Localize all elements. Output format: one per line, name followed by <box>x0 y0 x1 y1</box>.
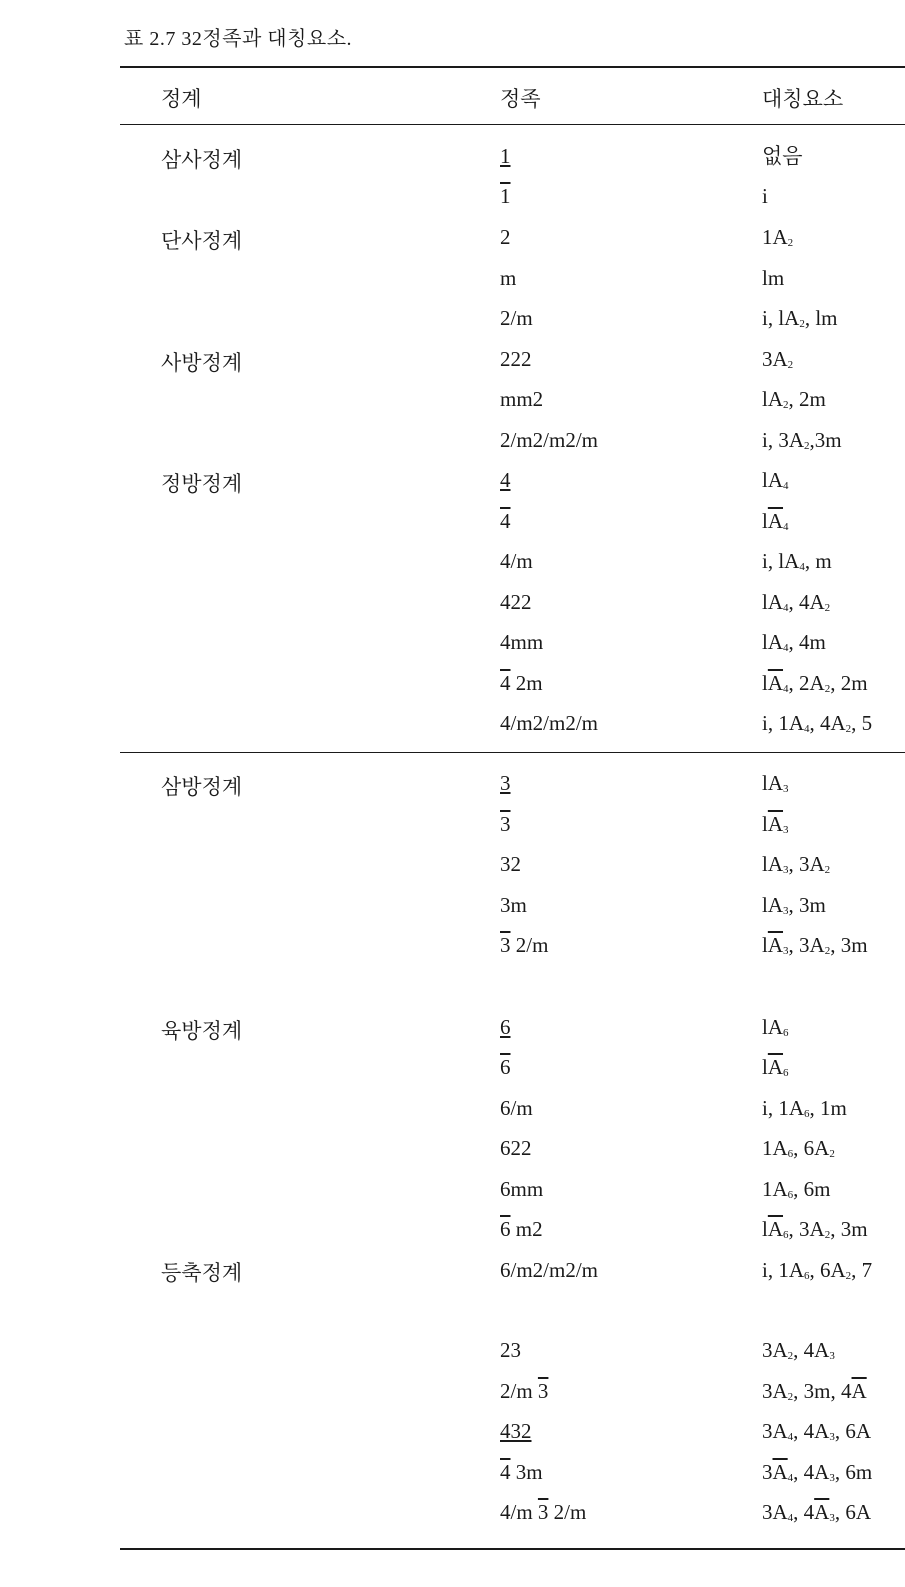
table-top-rule <box>120 66 905 68</box>
class-cell: 622 <box>500 1136 532 1160</box>
symmetry-cell: $1A_6$, $6A_2$ <box>762 1136 835 1160</box>
class-cell: 4/m2/m2/m <box>500 711 599 735</box>
symmetry-cell: $lA_4$, $4A_2$ <box>762 590 831 614</box>
class-cell: 4 <box>500 468 511 492</box>
class-cell: 4/m 3 2/m <box>500 1500 587 1524</box>
class-cell: 2/m2/m2/m <box>500 428 599 452</box>
class-cell: 222 <box>500 347 532 371</box>
class-cell: 4 2m <box>500 671 543 695</box>
symmetry-cell: $lA_4$, 4m <box>762 630 826 654</box>
class-cell: 3 <box>500 771 511 795</box>
header-symmetry-elements: 대칭요소 <box>762 87 844 111</box>
symmetry-cell: lm <box>762 266 785 290</box>
class-cell: 3 <box>500 812 511 836</box>
symmetry-cell: $l\overline{A}_3$ <box>762 812 789 836</box>
class-cell: m <box>500 266 517 290</box>
symmetry-cell: $lA_3$ <box>762 771 789 795</box>
symmetry-cell: $lA_4$ <box>762 468 789 492</box>
class-cell: 6/m2/m2/m <box>500 1258 599 1282</box>
class-cell: 32 <box>500 852 521 876</box>
symmetry-cell: $lA_6$ <box>762 1015 789 1039</box>
system-trigonal: 삼방정계 <box>161 775 243 799</box>
symmetry-cell: $3A_2$, $4A_3$ <box>762 1338 835 1362</box>
header-crystal-system: 정계 <box>161 87 202 111</box>
system-isometric: 등축정계 <box>161 1261 243 1285</box>
symmetry-cell: i, $3A_2,3m$ <box>762 428 842 452</box>
system-tetragonal: 정방정계 <box>161 472 243 496</box>
symmetry-cell: $1A_6$, 6m <box>762 1177 831 1201</box>
symmetry-cell: $3A_2$ <box>762 347 794 371</box>
symmetry-cell: i <box>762 184 768 208</box>
class-cell: 4 <box>500 509 511 533</box>
system-hexagonal: 육방정계 <box>161 1019 243 1043</box>
class-cell: 3 2/m <box>500 933 549 957</box>
table-caption: 표 2.7 32정족과 대칭요소. <box>124 28 353 50</box>
class-cell: 422 <box>500 590 532 614</box>
symmetry-cell: i, $1A_6$, $6A_2$, 7 <box>762 1258 873 1282</box>
class-cell: 432 <box>500 1419 532 1443</box>
symmetry-cell: $lA_2$, 2m <box>762 387 826 411</box>
table-mid-rule <box>120 752 905 753</box>
class-cell: mm2 <box>500 387 544 411</box>
class-cell: 6mm <box>500 1177 544 1201</box>
symmetry-cell: $3A_4$, $4\overline{A}_3$, 6A <box>762 1500 872 1524</box>
class-cell: 6 <box>500 1055 511 1079</box>
class-cell: 1 <box>500 144 511 168</box>
symmetry-cell: $1A_2$ <box>762 225 794 249</box>
table-header-rule <box>120 124 905 125</box>
symmetry-cell: $l\overline{A}_4$ <box>762 509 789 533</box>
symmetry-cell: $lA_3$, $3A_2$ <box>762 852 831 876</box>
symmetry-cell: $l\overline{A}_3$, $3A_2$, 3m <box>762 933 868 957</box>
symmetry-cell: $l\overline{A}_4$, $2A_2$, 2m <box>762 671 868 695</box>
class-cell: 2 <box>500 225 511 249</box>
class-cell: 23 <box>500 1338 521 1362</box>
class-cell: 1 <box>500 184 511 208</box>
symmetry-cell: $lA_3$, 3m <box>762 893 826 917</box>
system-orthorhombic: 사방정계 <box>161 351 243 375</box>
system-triclinic: 삼사정계 <box>161 148 243 172</box>
symmetry-cell: $l\overline{A}_6$ <box>762 1055 789 1079</box>
symmetry-cell: 없음 <box>762 144 803 168</box>
symmetry-cell: i, $lA_4$, m <box>762 549 832 573</box>
table-bottom-rule <box>120 1548 905 1550</box>
class-cell: 2/m 3 <box>500 1379 549 1403</box>
symmetry-cell: $3A_2$, 3m, $4\overline{A}$ <box>762 1379 867 1403</box>
symmetry-cell: $l\overline{A}_6$, $3A_2$, 3m <box>762 1217 868 1241</box>
class-cell: 4mm <box>500 630 544 654</box>
class-cell: 6/m <box>500 1096 533 1120</box>
symmetry-cell: $3A_4$, $4A_3$, 6A <box>762 1419 872 1443</box>
class-cell: 4/m <box>500 549 533 573</box>
symmetry-cell: $3\overline{A}_4$, $4A_3$, 6m <box>762 1460 873 1484</box>
class-cell: 4 3m <box>500 1460 543 1484</box>
class-cell: 2/m <box>500 306 533 330</box>
symmetry-cell: i, $1A_4$, $4A_2$, 5 <box>762 711 873 735</box>
header-crystal-class: 정족 <box>500 87 541 111</box>
symmetry-cell: i, $lA_2$, lm <box>762 306 838 330</box>
class-cell: 6 <box>500 1015 511 1039</box>
symmetry-cell: i, $1A_6$, 1m <box>762 1096 847 1120</box>
system-monoclinic: 단사정계 <box>161 229 243 253</box>
class-cell: 6 m2 <box>500 1217 543 1241</box>
class-cell: 3m <box>500 893 527 917</box>
